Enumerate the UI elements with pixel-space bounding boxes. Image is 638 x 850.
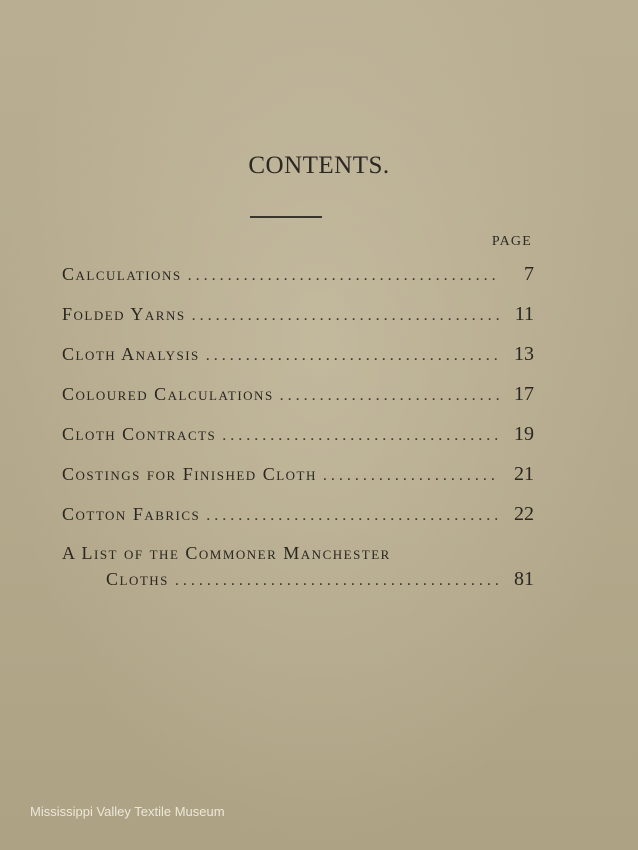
dot-leader — [188, 267, 500, 285]
contents-title: CONTENTS. — [248, 152, 390, 179]
toc-entry-page: 13 — [514, 343, 534, 365]
toc-entry-page: 81 — [514, 568, 534, 590]
toc-entry-label: Cotton Fabrics — [62, 504, 201, 524]
toc-entry-label: Folded Yarns — [62, 304, 186, 324]
dot-leader — [280, 387, 500, 405]
table-of-contents — [62, 263, 534, 591]
title-rule — [250, 216, 322, 218]
dot-leader — [192, 307, 500, 325]
toc-entry-label: Costings for Finished Cloth — [62, 464, 317, 484]
toc-entry-calculations — [62, 263, 534, 303]
museum-watermark: Mississippi Valley Textile Museum — [30, 804, 225, 819]
toc-entry-label-line2: Cloths — [106, 569, 169, 589]
toc-entry-cotton-fabrics — [62, 503, 534, 543]
toc-entry-label: Coloured Calculations — [62, 384, 274, 404]
toc-entry-folded-yarns — [62, 303, 534, 343]
toc-entry-label: Cloth Analysis — [62, 344, 200, 364]
dot-leader — [175, 572, 500, 590]
dot-leader — [206, 347, 500, 365]
page-column-heading: PAGE — [491, 234, 532, 249]
toc-entry-page: 19 — [514, 423, 534, 445]
toc-entry-label-line1: A List of the Commoner Manchester — [62, 543, 391, 563]
toc-entry-cloth-analysis — [62, 343, 534, 383]
toc-entry-page: 7 — [524, 263, 534, 285]
toc-entry-label: Cloth Contracts — [62, 424, 217, 444]
toc-entry-page: 21 — [514, 463, 534, 485]
toc-entry-page: 17 — [514, 383, 534, 405]
toc-entry-cloth-contracts — [62, 423, 534, 463]
toc-entry-costings — [62, 463, 534, 503]
toc-entry-page: 22 — [514, 503, 534, 525]
dot-leader — [222, 427, 500, 445]
toc-entry-page: 11 — [514, 303, 534, 325]
toc-entry-label: Calculations — [62, 264, 182, 284]
toc-entry-line2 — [62, 568, 534, 591]
dot-leader — [323, 467, 500, 485]
dot-leader — [206, 507, 500, 525]
toc-entry-coloured-calculations — [62, 383, 534, 423]
toc-entry-manchester-cloths — [62, 543, 534, 591]
